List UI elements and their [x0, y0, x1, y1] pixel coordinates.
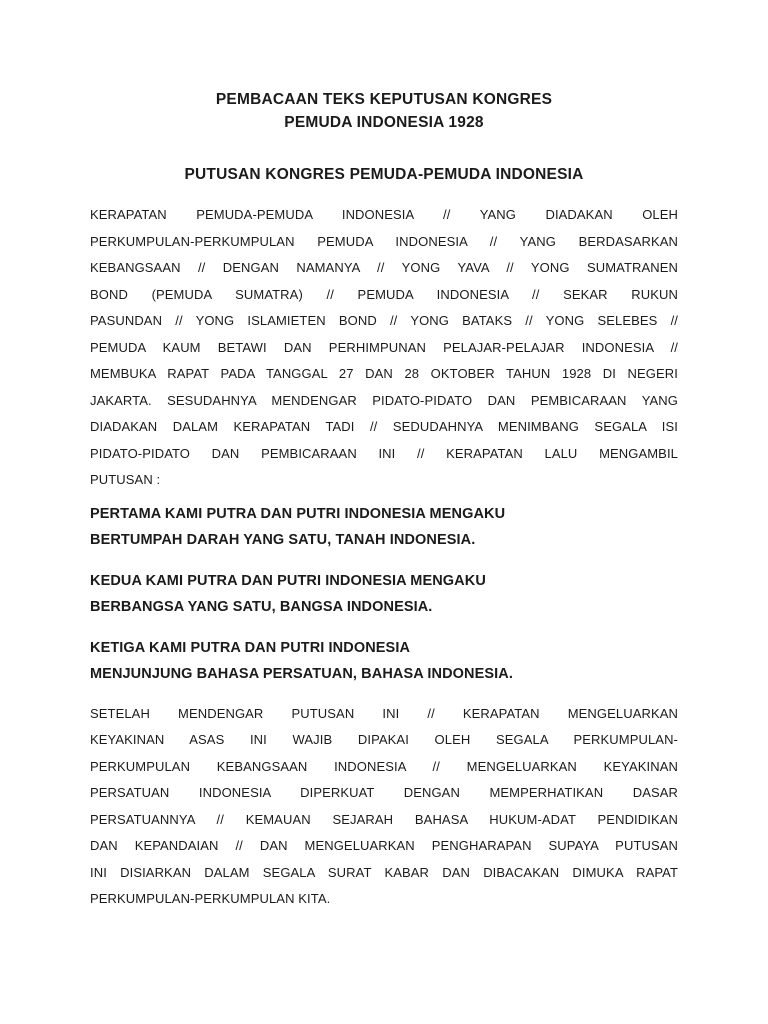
paragraph-line: PERKUMPULAN-PERKUMPULAN PEMUDA INDONESIA // YANG BERDASARKAN — [90, 233, 678, 249]
paragraph-line: PERSATUANNYA // KEMAUAN SEJARAH BAHASA HUKUM-ADAT PENDIDIKAN — [90, 811, 678, 827]
paragraph-line: MEMBUKA RAPAT PADA TANGGAL 27 DAN 28 OKTOBER TAHUN 1928 DI NEGERI — [90, 366, 678, 381]
pledge-line: KETIGA KAMI PUTRA DAN PUTRI INDONESIA — [90, 639, 411, 656]
paragraph-line: PERKUMPULAN KEBANGSAAN INDONESIA // MENGELUARKAN KEYAKINAN — [90, 758, 678, 774]
paragraph-line: KEBANGSAAN // DENGAN NAMANYA // YONG YAVA // YONG SUMATRANEN — [90, 260, 678, 275]
pledge-pertama — [90, 501, 678, 553]
title-line-1: PEMBACAAN TEKS KEPUTUSAN KONGRES — [215, 91, 553, 108]
document-body — [90, 0, 678, 913]
pledge-line: PERTAMA KAMI PUTRA DAN PUTRI INDONESIA MENGAKU — [90, 505, 506, 522]
pledge-line: MENJUNJUNG BAHASA PERSATUAN, BAHASA INDONESIA. — [90, 665, 513, 682]
paragraph-line: PERKUMPULAN-PERKUMPULAN KITA. — [90, 891, 331, 906]
paragraph-line: PUTUSAN : — [90, 472, 161, 487]
pledge-line: BERBANGSA YANG SATU, BANGSA INDONESIA. — [90, 598, 433, 615]
document-title — [90, 88, 678, 134]
paragraph-line: PERSATUAN INDONESIA DIPERKUAT DENGAN MEMPERHATIKAN DASAR — [90, 785, 678, 800]
paragraph-line: BOND (PEMUDA SUMATRA) // PEMUDA INDONESIA // SEKAR RUKUN — [90, 286, 678, 302]
paragraph-line: KEYAKINAN ASAS INI WAJIB DIPAKAI OLEH SEGALA PERKUMPULAN- — [90, 732, 678, 747]
pledge-kedua — [90, 568, 678, 620]
pledge-ketiga — [90, 635, 678, 687]
paragraph-line: DAN KEPANDAIAN // DAN MENGELUARKAN PENGHARAPAN SUPAYA PUTUSAN — [90, 838, 678, 853]
opening-paragraph — [90, 202, 678, 494]
paragraph-line: JAKARTA. SESUDAHNYA MENDENGAR PIDATO-PIDATO DAN PEMBICARAAN YANG — [90, 392, 678, 408]
paragraph-line: PASUNDAN // YONG ISLAMIETEN BOND // YONG BATAKS // YONG SELEBES // — [90, 313, 678, 328]
paragraph-line: DIADAKAN DALAM KERAPATAN TADI // SEDUDAHNYA MENIMBANG SEGALA ISI — [90, 419, 678, 434]
paragraph-line: SETELAH MENDENGAR PUTUSAN INI // KERAPATAN MENGELUARKAN — [90, 705, 678, 721]
pledge-line: BERTUMPAH DARAH YANG SATU, TANAH INDONESIA. — [90, 531, 476, 548]
paragraph-line: PEMUDA KAUM BETAWI DAN PERHIMPUNAN PELAJAR-PELAJAR INDONESIA // — [90, 339, 678, 355]
document-subtitle: PUTUSAN KONGRES PEMUDA-PEMUDA INDONESIA — [184, 166, 584, 183]
closing-paragraph — [90, 701, 678, 913]
pledge-line: KEDUA KAMI PUTRA DAN PUTRI INDONESIA MENGAKU — [90, 572, 486, 589]
title-line-2: PEMUDA INDONESIA 1928 — [284, 114, 484, 131]
paragraph-line: PIDATO-PIDATO DAN PEMBICARAAN INI // KERAPATAN LALU MENGAMBIL — [90, 445, 678, 461]
paragraph-line: INI DISIARKAN DALAM SEGALA SURAT KABAR DAN DIBACAKAN DIMUKA RAPAT — [90, 864, 678, 880]
paragraph-line: KERAPATAN PEMUDA-PEMUDA INDONESIA // YANG DIADAKAN OLEH — [90, 207, 678, 222]
